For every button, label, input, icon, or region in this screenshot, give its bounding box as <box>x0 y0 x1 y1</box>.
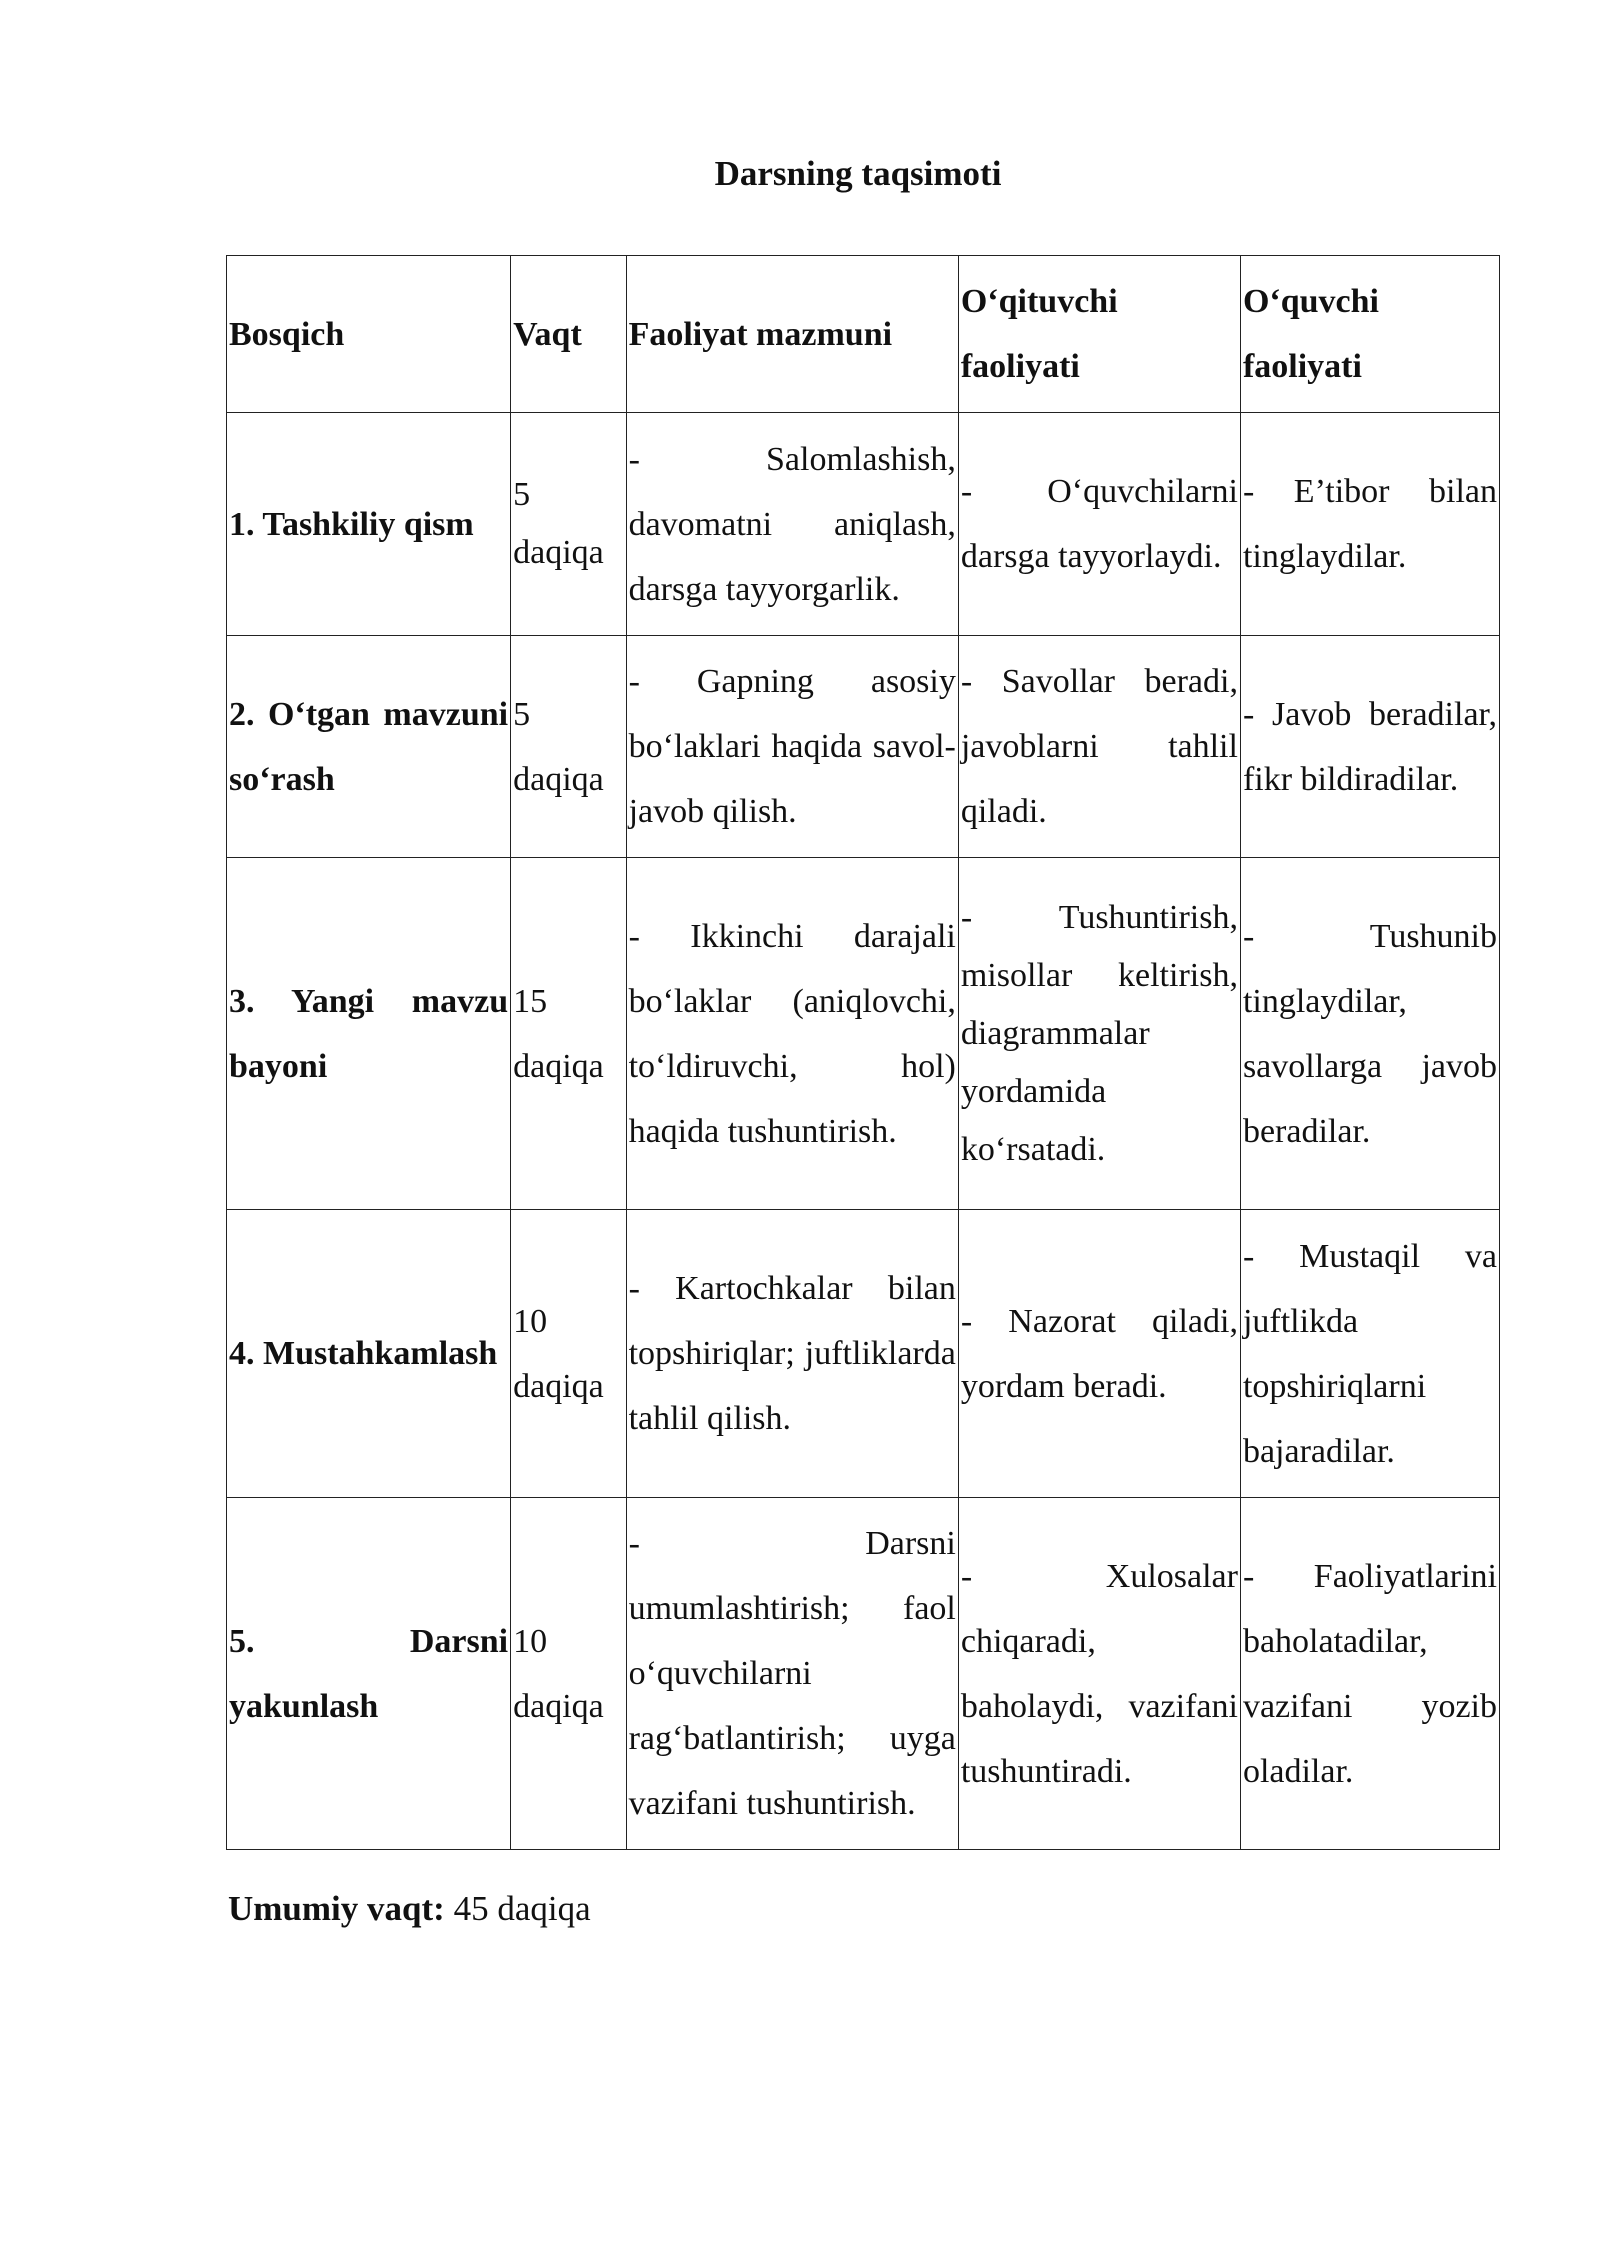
table-row <box>227 1498 1500 1850</box>
time-cell: 15 daqiqa <box>511 858 626 1210</box>
header-teacher: O‘qituvchi faoliyati <box>958 256 1240 413</box>
teacher-cell: - O‘quvchilarni darsga tayyorlaydi. <box>958 413 1240 636</box>
teacher-cell: - Nazorat qiladi, yordam beradi. <box>958 1210 1240 1498</box>
stage-cell: 5. Darsni yakunlash <box>227 1498 511 1850</box>
header-stage: Bosqich <box>227 256 511 413</box>
student-cell: - Mustaqil va juftlikda topshiriqlarni bajaradilar. <box>1240 1210 1499 1498</box>
student-cell: - Javob beradilar, fikr bildiradilar. <box>1240 636 1499 858</box>
header-time: Vaqt <box>511 256 626 413</box>
teacher-cell: - Xulosalar chiqaradi, baholaydi, vazifani tushuntiradi. <box>958 1498 1240 1850</box>
content-cell: - Salomlashish, davomatni aniqlash, darsga tayyorgarlik. <box>626 413 958 636</box>
time-cell: 5 daqiqa <box>511 413 626 636</box>
total-time-label: Umumiy vaqt: <box>228 1889 445 1928</box>
header-student: O‘quvchi faoliyati <box>1240 256 1499 413</box>
content-cell: - Darsni umumlashtirish; faol o‘quvchilarni rag‘batlantirish; uyga vazifani tushuntirish. <box>626 1498 958 1850</box>
lesson-plan-table <box>226 255 1500 1850</box>
student-cell: - Tushunib tinglaydilar, savollarga javob beradilar. <box>1240 858 1499 1210</box>
table-row <box>227 636 1500 858</box>
student-cell: - Faoliyatlarini baholatadilar, vazifani yozib oladilar. <box>1240 1498 1499 1850</box>
total-time-value: 45 daqiqa <box>453 1889 591 1928</box>
header-content: Faoliyat mazmuni <box>626 256 958 413</box>
time-cell: 10 daqiqa <box>511 1210 626 1498</box>
table-header-row <box>227 256 1500 413</box>
time-cell: 10 daqiqa <box>511 1498 626 1850</box>
teacher-cell: - Savollar beradi, javoblarni tahlil qiladi. <box>958 636 1240 858</box>
page-title: Darsning taqsimoti <box>714 154 1002 193</box>
stage-cell: 2. O‘tgan mavzuni so‘rash <box>227 636 511 858</box>
stage-cell: 4. Mustahkamlash <box>227 1210 511 1498</box>
teacher-cell: - Tushuntirish, misollar keltirish, diagrammalar yordamida ko‘rsatadi. <box>958 858 1240 1210</box>
table-row <box>227 858 1500 1210</box>
content-cell: - Kartochkalar bilan topshiriqlar; juftliklarda tahlil qilish. <box>626 1210 958 1498</box>
stage-cell: 1. Tashkiliy qism <box>227 413 511 636</box>
time-cell: 5 daqiqa <box>511 636 626 858</box>
table-row <box>227 413 1500 636</box>
stage-cell: 3. Yangi mavzu bayoni <box>227 858 511 1210</box>
content-cell: - Gapning asosiy bo‘laklari haqida savol-javob qilish. <box>626 636 958 858</box>
table-row <box>227 1210 1500 1498</box>
total-time <box>228 1885 591 1933</box>
student-cell: - E’tibor bilan tinglaydilar. <box>1240 413 1499 636</box>
content-cell: - Ikkinchi darajali bo‘laklar (aniqlovchi, to‘ldiruvchi, hol) haqida tushuntirish. <box>626 858 958 1210</box>
